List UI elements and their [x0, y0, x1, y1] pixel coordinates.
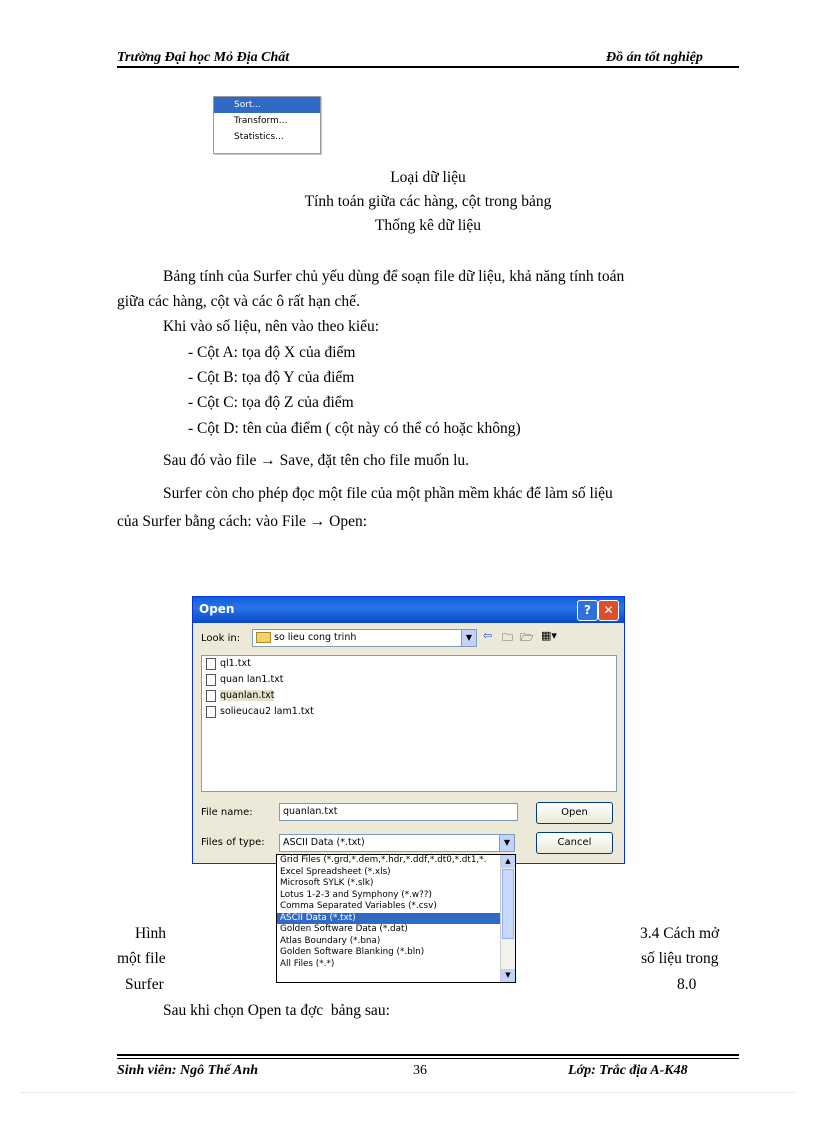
file-list [201, 655, 617, 792]
text-file-icon [206, 674, 216, 686]
paragraph-1-line-1: Bảng tính của Surfer chủ yếu dùng để soạn file dữ liệu, khả năng tính toán [163, 268, 625, 285]
file-type-dropdown [276, 854, 516, 983]
text-file-icon [206, 658, 216, 670]
header-rule [117, 66, 739, 68]
header-title: Đồ án tốt nghiệp [606, 50, 703, 65]
file-type-value: ASCII Data (*.txt) [283, 837, 365, 848]
type-option[interactable]: All Files (*.*) [280, 958, 335, 969]
file-name-input[interactable]: quanlan.txt [279, 803, 518, 821]
look-in-label: Look in: [201, 633, 241, 644]
view-menu-icon[interactable]: ▦▾ [541, 629, 557, 642]
paragraph-5: Sau khi chọn Open ta đợc bảng sau: [163, 1002, 390, 1019]
scroll-down-icon[interactable]: ▼ [501, 969, 515, 982]
open-dialog [192, 596, 625, 864]
tools-menu [213, 96, 321, 154]
file-item[interactable]: solieucau2 lam1.txt [202, 704, 616, 720]
menu-item-sort[interactable]: Sort... [214, 97, 320, 113]
menu-item-transform[interactable]: Transform... [234, 116, 288, 126]
dialog-titlebar[interactable] [193, 597, 624, 623]
scroll-thumb[interactable] [502, 869, 514, 939]
dropdown-scrollbar[interactable] [500, 855, 515, 982]
file-item[interactable]: quan lan1.txt [202, 672, 616, 688]
close-button[interactable]: ✕ [598, 600, 619, 621]
type-option[interactable]: Comma Separated Variables (*.csv) [280, 901, 437, 911]
footer-rule-top [117, 1054, 739, 1056]
fig-caption-left-3: Surfer [125, 976, 164, 993]
fig-caption-left-1: Hình [135, 925, 166, 942]
paragraph-2: Khi vào số liệu, nên vào theo kiểu: [163, 318, 380, 335]
text-file-icon [206, 706, 216, 718]
paragraph-4-line-1: Surfer còn cho phép đọc một file của một phần mềm khác để làm số liệu [163, 485, 613, 502]
file-item[interactable]: ql1.txt [202, 656, 616, 672]
scroll-up-icon[interactable]: ▲ [501, 855, 515, 868]
footer-rule-bottom [117, 1058, 739, 1059]
file-type-select[interactable] [279, 834, 515, 852]
menu-item-statistics[interactable]: Statistics... [234, 132, 284, 142]
help-button[interactable]: ? [577, 600, 598, 621]
fig-caption-left-2: một file [117, 950, 166, 967]
bullet-col-a: - Cột A: tọa độ X của điểm [188, 344, 356, 361]
bullet-col-b: - Cột B: tọa độ Y của điểm [188, 369, 355, 386]
type-option-selected[interactable]: ASCII Data (*.txt) [277, 913, 502, 925]
type-option[interactable]: Microsoft SYLK (*.slk) [280, 878, 374, 888]
paragraph-3: Sau đó vào file → Save, đặt tên cho file muốn lu. [163, 452, 470, 469]
text-file-icon [206, 690, 216, 702]
up-folder-icon[interactable]: 🗀 [502, 631, 513, 644]
dialog-title: Open [199, 602, 235, 616]
fig-caption-right-2: số liệu trong [641, 950, 719, 967]
paragraph-1-line-2: giữa các hàng, cột và các ô rất hạn chế. [117, 293, 360, 310]
caption-statistics: Thống kê dữ liệu [374, 217, 482, 234]
cancel-button[interactable]: Cancel [536, 832, 613, 854]
type-option[interactable]: Golden Software Blanking (*.bln) [280, 947, 425, 957]
type-option[interactable]: Lotus 1-2-3 and Symphony (*.w??) [280, 889, 432, 900]
file-item-selected[interactable]: quanlan.txt [202, 688, 616, 704]
fig-caption-right-1: 3.4 Cách mở [640, 925, 720, 942]
header-school: Trường Đại học Mỏ Địa Chất [117, 50, 290, 65]
chevron-down-icon[interactable]: ▼ [499, 835, 514, 851]
footer-class: Lớp: Trắc địa A-K48 [568, 1063, 688, 1078]
folder-icon [256, 632, 271, 643]
fig-caption-right-3: 8.0 [677, 976, 697, 993]
look-in-value: so lieu cong trinh [274, 632, 357, 643]
type-option[interactable]: Atlas Boundary (*.bna) [280, 935, 381, 946]
bullet-col-d: - Cột D: tên của điểm ( cột này có thể có hoặc không) [188, 420, 521, 437]
type-option[interactable]: Grid Files (*.grd,*.dem,*.hdr,*.ddf,*.dt0,*.dt1,*. [280, 855, 487, 865]
page-number: 36 [413, 1063, 427, 1078]
look-in-select[interactable] [252, 629, 477, 647]
caption-sort: Loại dữ liệu [390, 169, 466, 186]
caption-transform: Tính toán giữa các hàng, cột trong bảng [304, 193, 552, 210]
chevron-down-icon[interactable]: ▼ [461, 630, 476, 646]
page-edge [20, 1092, 796, 1093]
open-button[interactable]: Open [536, 802, 613, 824]
paragraph-4-line-2: của Surfer bằng cách: vào File → Open: [117, 513, 368, 530]
file-name-label: File name: [201, 807, 253, 818]
type-option[interactable]: Golden Software Data (*.dat) [280, 924, 408, 934]
bullet-col-c: - Cột C: tọa độ Z của điểm [188, 394, 354, 411]
type-option[interactable]: Excel Spreadsheet (*.xls) [280, 866, 391, 877]
file-type-label: Files of type: [201, 837, 265, 848]
back-icon[interactable]: ⇦ [483, 629, 493, 642]
new-folder-icon[interactable]: 🗁 [520, 631, 534, 644]
footer-student: Sinh viên: Ngô Thế Anh [117, 1063, 259, 1078]
